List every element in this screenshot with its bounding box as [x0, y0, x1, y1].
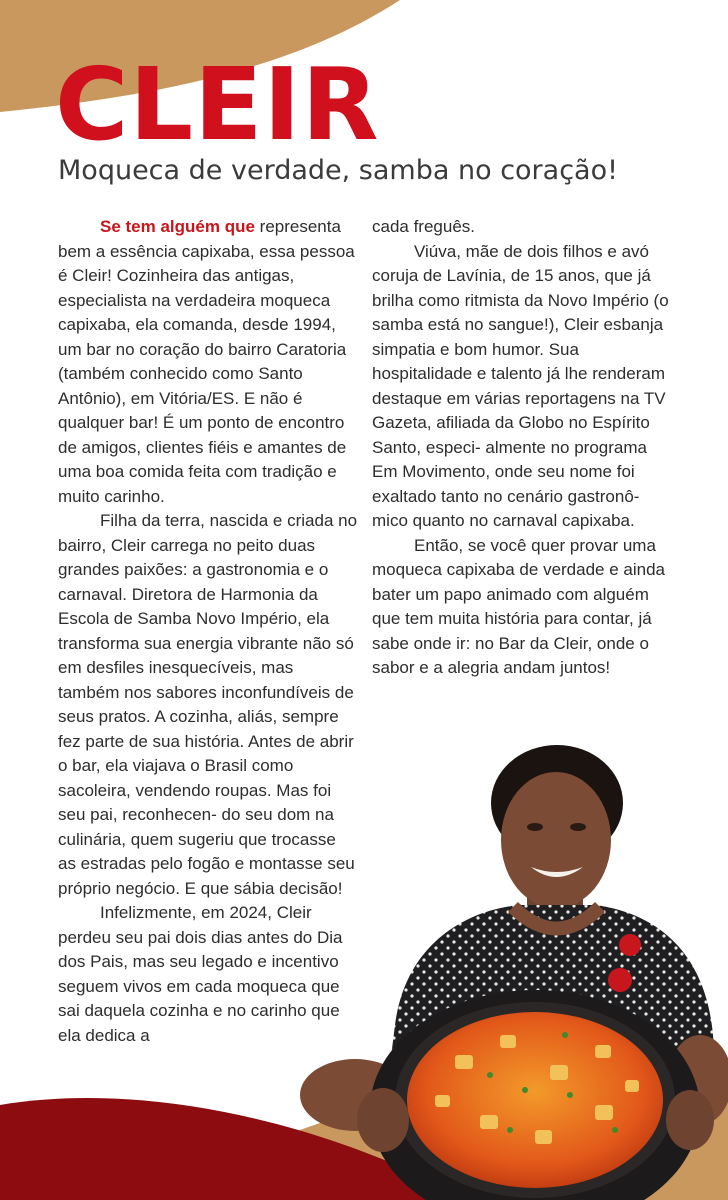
paragraph-1: [58, 215, 358, 509]
paragraph-4: Viúva, mãe de dois filhos e avó coruja de Lavínia, de 15 anos, que já brilha como ritmista da Novo Império (o samba está no sangue!), Cleir esbanja simpatia e bom humor. Sua hospitalidade e talento já lhe renderam destaque em várias reportagens na TV Gazeta, afiliada da Globo no Espírito Santo, especi- almente no programa Em Movimento, onde seu nome foi exaltado tanto no cenário gastronô- mico quanto no carnaval capixaba.: [372, 241, 669, 530]
paragraph-5: Então, se você quer provar uma moqueca capixaba de verdade e ainda bater um papo animado com alguém que tem muita história para contar, já sabe onde ir: no Bar da Cleir, onde o sabor e a alegria andam juntos!: [372, 535, 665, 677]
paragraph-1-text: representa bem a essência capixaba, essa pessoa é Cleir! Cozinheira das antigas, especialista na verdadeira moqueca capixaba, ela comanda, desde 1994, um bar no coração do bairro Caratoria (também conhecido como Santo Antônio), em Vitória/ES. E não é qualquer bar! É um ponto de encontro de amigos, clientes fiéis e amantes de uma boa comida feita com tradição e muito carinho.: [58, 217, 355, 506]
page-subtitle: Moqueca de verdade, samba no coração!: [58, 155, 618, 186]
article-column-right: [372, 215, 672, 681]
paragraph-3: Infelizmente, em 2024, Cleir perdeu seu pai dois dias antes do Dia dos Pais, mas seu legado e incentivo seguem vivos em cada moqueca que sai daquela cozinha e no carinho que ela dedica a: [58, 903, 343, 1045]
left-hand: [357, 1088, 409, 1152]
photo-cleir-with-moqueca: [295, 735, 728, 1200]
face: [501, 772, 611, 908]
red-flower-ornament: [619, 934, 641, 956]
paragraph-3-continued: cada freguês.: [372, 217, 476, 236]
paragraph-2: Filha da terra, nascida e criada no bairro, Cleir carrega no peito duas grandes paixões: a gastronomia e o carnaval. Diretora de Harmonia da Escola de Samba Novo Império, ela transforma sua energia vibrante não só em desfiles inesquecíveis, mas também nos sabores inconfundíveis de seus pratos. A cozinha, aliás, sempre fez parte de sua história. Antes de abrir o bar, ela viajava o Brasil como sacoleira, vendendo roupas. Mas foi seu pai, reconhecen- do seu dom na culinária, quem sugeriu que trocasse as estradas pelo fogão e montasse seu próprio negócio. E que sábia decisão!: [58, 511, 358, 898]
page-title: CLEIR: [55, 46, 380, 163]
right-hand: [666, 1090, 714, 1150]
lead-in-text: Se tem alguém que: [100, 217, 255, 236]
